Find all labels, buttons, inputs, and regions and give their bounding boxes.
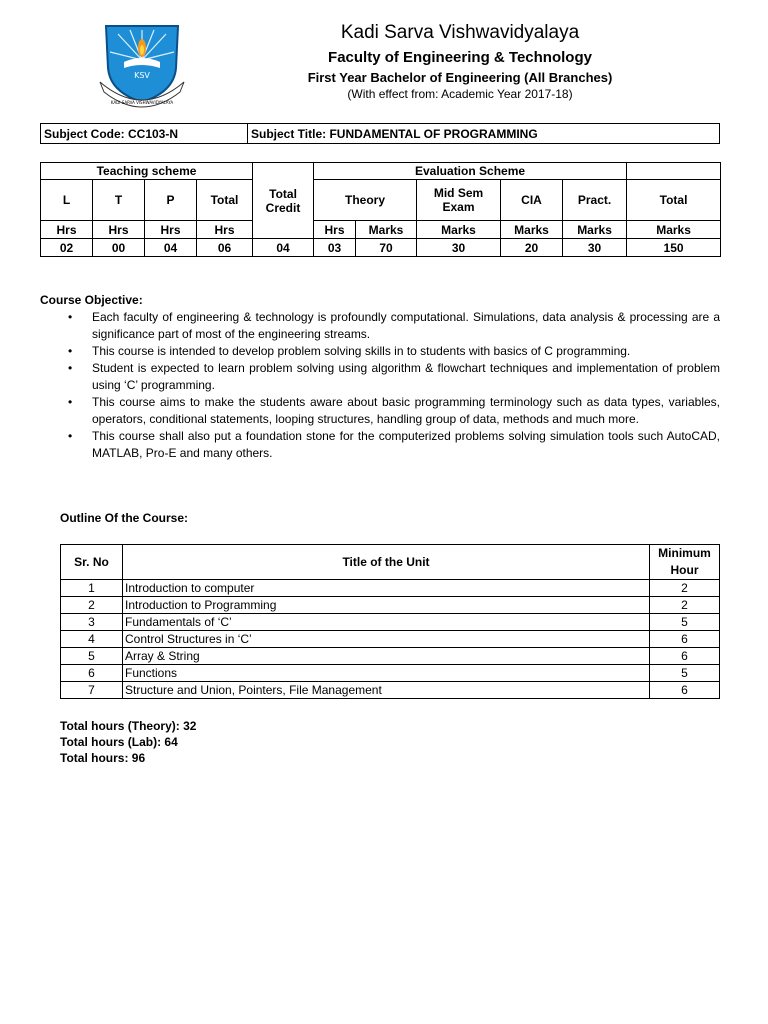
col-p: P [145, 180, 197, 221]
scheme-table [40, 162, 721, 257]
objective-list [60, 309, 720, 462]
col-cia: CIA [501, 180, 563, 221]
value-cell: 02 [41, 239, 93, 257]
hour-cell: 6 [650, 682, 720, 699]
logo-ribbon-text: KADI SARVA VISHWAVIDYALAYA [110, 100, 174, 105]
col-midsem: Mid Sem Exam [417, 180, 501, 221]
hour-cell: 5 [650, 614, 720, 631]
total-hours: Total hours: 96 [60, 751, 146, 765]
subject-table [40, 123, 720, 144]
col-t: T [93, 180, 145, 221]
unit-cell: Hrs [93, 221, 145, 239]
table-row [61, 631, 720, 648]
col-l: L [41, 180, 93, 221]
evaluation-scheme-header: Evaluation Scheme [314, 163, 627, 180]
hour-cell: 2 [650, 597, 720, 614]
unit-title-cell: Introduction to Programming [123, 597, 650, 614]
unit-title-cell: Array & String [123, 648, 650, 665]
program-name: First Year Bachelor of Engineering (All Branches) [307, 70, 613, 85]
subject-title: Subject Title: FUNDAMENTAL OF PROGRAMMING [248, 124, 720, 144]
total-lab: Total hours (Lab): 64 [60, 735, 178, 749]
value-cell: 150 [627, 239, 721, 257]
unit-title-cell: Functions [123, 665, 650, 682]
hour-cell: 5 [650, 665, 720, 682]
hour-cell: 6 [650, 631, 720, 648]
objective-item: • This course aims to make the students aware about basic programming terminology such as data types, variables, operators, conditional statements, looping structures, handling group of data, methods and much more. [92, 394, 720, 428]
table-row [61, 648, 720, 665]
unit-cell: Hrs [197, 221, 253, 239]
sr-cell: 3 [61, 614, 123, 631]
logo-initials: KSV [134, 71, 150, 80]
unit-cell: Marks [501, 221, 563, 239]
min-hour-header: Minimum Hour [650, 545, 720, 580]
unit-cell: Marks [627, 221, 721, 239]
objective-item: • Each faculty of engineering & technology is profoundly computational. Simulations, data analysis & processing are a significance part of most of the engineering streams. [92, 309, 720, 343]
value-cell: 04 [253, 239, 314, 257]
sr-cell: 1 [61, 580, 123, 597]
unit-cell: Hrs [145, 221, 197, 239]
unit-cell: Hrs [41, 221, 93, 239]
sr-cell: 5 [61, 648, 123, 665]
university-logo [96, 22, 188, 110]
table-row [61, 682, 720, 699]
col-grand-total: Total [627, 180, 721, 221]
sr-cell: 2 [61, 597, 123, 614]
evaluation-scheme-blank [627, 163, 721, 180]
effect-note: (With effect from: Academic Year 2017-18) [347, 87, 573, 101]
totals-block [60, 718, 196, 766]
col-total: Total [197, 180, 253, 221]
subject-code: Subject Code: CC103-N [41, 124, 248, 144]
sr-cell: 4 [61, 631, 123, 648]
unit-title-header: Title of the Unit [123, 545, 650, 580]
unit-cell: Marks [563, 221, 627, 239]
faculty-name: Faculty of Engineering & Technology [328, 49, 592, 66]
course-objective-heading: Course Objective: [40, 293, 143, 307]
unit-title-cell: Introduction to computer [123, 580, 650, 597]
sr-cell: 6 [61, 665, 123, 682]
unit-title-cell: Fundamentals of ‘C’ [123, 614, 650, 631]
unit-cell: Marks [356, 221, 417, 239]
hour-cell: 2 [650, 580, 720, 597]
objective-item: • This course is intended to develop problem solving skills in to students with basics of C programming. [92, 343, 720, 360]
sr-cell: 7 [61, 682, 123, 699]
value-cell: 00 [93, 239, 145, 257]
value-cell: 06 [197, 239, 253, 257]
total-theory: Total hours (Theory): 32 [60, 719, 197, 733]
unit-cell: Marks [417, 221, 501, 239]
university-name: Kadi Sarva Vishwavidyalaya [340, 22, 580, 43]
total-credit-header: Total Credit [253, 163, 314, 239]
value-cell: 30 [417, 239, 501, 257]
unit-cell: Hrs [314, 221, 356, 239]
value-cell: 04 [145, 239, 197, 257]
units-table [60, 544, 720, 699]
value-cell: 30 [563, 239, 627, 257]
value-cell: 03 [314, 239, 356, 257]
sr-no-header: Sr. No [61, 545, 123, 580]
col-pract: Pract. [563, 180, 627, 221]
outline-heading: Outline Of the Course: [60, 511, 189, 525]
hour-cell: 6 [650, 648, 720, 665]
teaching-scheme-header: Teaching scheme [41, 163, 253, 180]
table-row [61, 580, 720, 597]
value-cell: 70 [356, 239, 417, 257]
objective-item: • Student is expected to learn problem solving using algorithm & flowchart techniques and implementation of problem using ‘C’ programming. [92, 360, 720, 394]
unit-title-cell: Control Structures in ‘C’ [123, 631, 650, 648]
table-row [61, 665, 720, 682]
unit-title-cell: Structure and Union, Pointers, File Management [123, 682, 650, 699]
col-theory: Theory [314, 180, 417, 221]
table-row [61, 614, 720, 631]
table-row [61, 597, 720, 614]
objective-item: • This course shall also put a foundation stone for the computerized problems solving simulation tools such AutoCAD, MATLAB, Pro-E and many others. [92, 428, 720, 462]
value-cell: 20 [501, 239, 563, 257]
